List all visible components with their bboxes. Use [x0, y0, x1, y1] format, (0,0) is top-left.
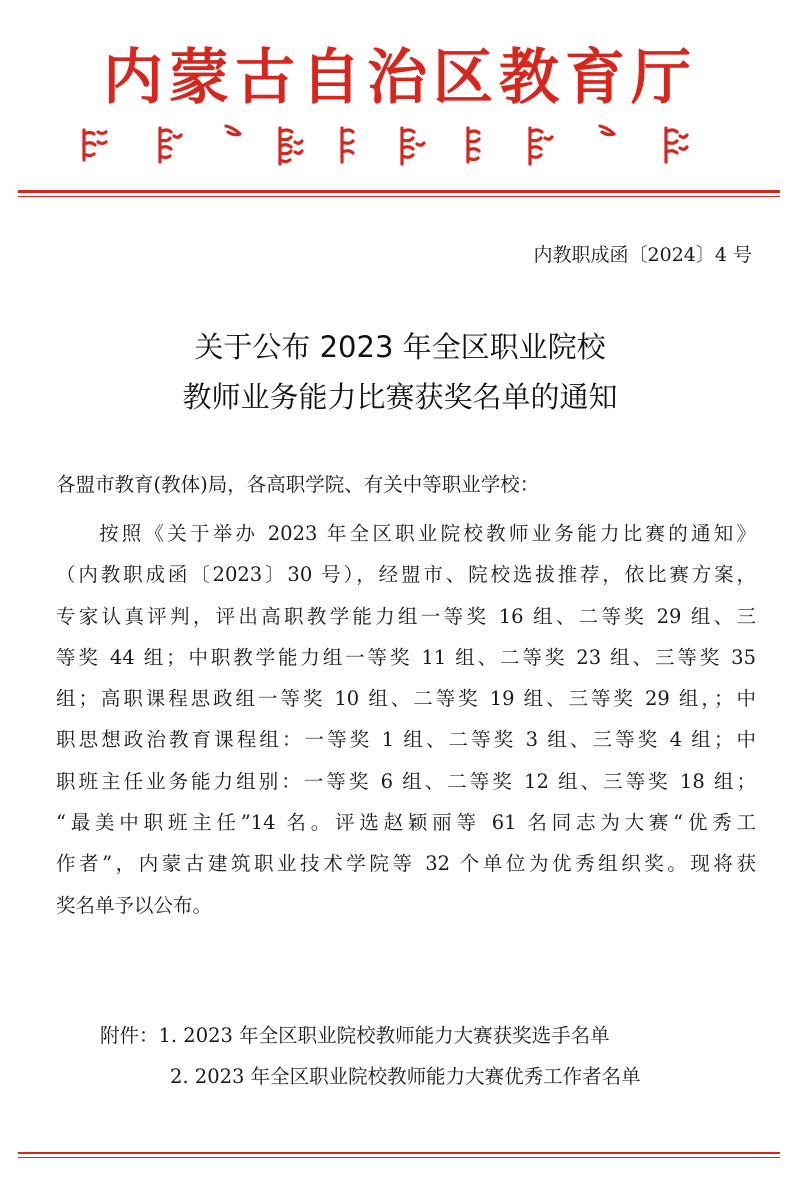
body-line: （内教职成函〔2023〕30 号），经盟市、院校选拔推荐，依比赛方案，	[56, 563, 756, 587]
body-line: 组；高职课程思政组一等奖 10 组、二等奖 19 组、三等奖 29 组，；中	[56, 687, 756, 711]
document-number: 内教职成函〔2024〕4 号	[533, 244, 752, 266]
document-title-line-2: 教师业务能力比赛获奖名单的通知	[182, 380, 618, 414]
body-line: 等奖 44 组；中职教学能力组一等奖 11 组、二等奖 23 组、三等奖 35	[56, 645, 756, 669]
body-line: 职班主任业务能力组别：一等奖 6 组、二等奖 12 组、三等奖 18 组；	[56, 769, 756, 793]
body-line: 作者”，内蒙古建筑职业技术学院等 32 个单位为优秀组织奖。现将获	[56, 852, 756, 876]
body-line: 专家认真评判，评出高职教学能力组一等奖 16 组、二等奖 29 组、三	[56, 604, 756, 628]
body-line: 奖名单予以公布。	[56, 893, 213, 917]
letterhead	[0, 0, 800, 205]
body-line: “最美中职班主任”14 名。评选赵颖丽等 61 名同志为大赛“优秀工	[56, 811, 756, 835]
footer-rule-thin	[18, 1157, 780, 1158]
letterhead-rule-thick	[18, 190, 780, 193]
letterhead-rule-thin	[18, 196, 780, 197]
body-line: 按照《关于举办 2023 年全区职业院校教师业务能力比赛的通知》	[99, 522, 756, 545]
mongolian-script-logo	[80, 120, 720, 170]
attachment-item-2: 2. 2023 年全区职业院校教师能力大赛优秀工作者名单	[170, 1065, 641, 1088]
org-name: 内蒙古自治区教育厅	[103, 43, 697, 113]
document-title-line-1: 关于公布 2023 年全区职业院校	[194, 330, 606, 364]
attachments-list	[100, 1015, 641, 1097]
body-paragraph	[56, 513, 756, 926]
footer-rule-thick	[18, 1152, 780, 1154]
body-line: 职思想政治教育课程组：一等奖 1 组、二等奖 3 组、三等奖 4 组；中	[56, 728, 756, 752]
attachment-item-1: 附件：1. 2023 年全区职业院校教师能力大赛获奖选手名单	[100, 1024, 610, 1047]
salutation: 各盟市教育(教体)局，各高职学院、有关中等职业学校：	[56, 473, 540, 496]
